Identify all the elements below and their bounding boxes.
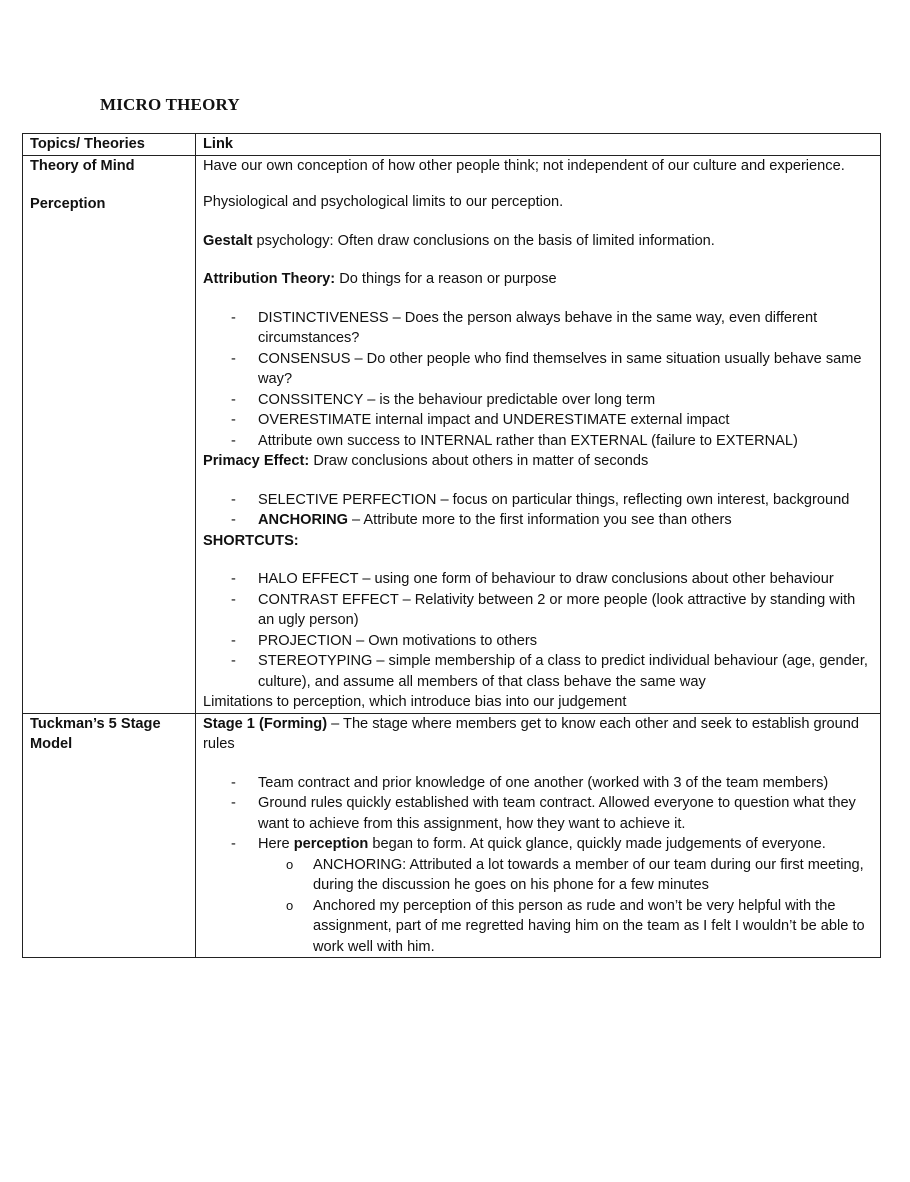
stage-1-label: Stage 1 (Forming) — [203, 715, 328, 732]
shortcuts-label: SHORTCUTS: — [203, 532, 299, 549]
list-item — [258, 510, 873, 531]
sub-list-item: o ANCHORING: Attributed a lot towards a member of our team during our first meeting, during the discussion he goes on his phone for a few minutes — [313, 855, 873, 896]
paragraph-conception: Have our own conception of how other people think; not independent of our culture and experience. — [203, 157, 845, 174]
paragraph-limitations: Limitations to perception, which introduce bias into our judgement — [203, 694, 627, 710]
header-link: Link — [196, 134, 881, 156]
paragraph-gestalt — [203, 231, 873, 252]
link-cell — [196, 155, 881, 713]
paragraph-attribution — [203, 269, 873, 290]
attribution-label: Attribution Theory: — [203, 271, 336, 287]
primacy-list — [203, 490, 873, 531]
list-item: - CONSENSUS – Do other people who find themselves in same situation usually behave same way? — [258, 349, 873, 390]
table-row-tuckman — [23, 713, 881, 958]
item-text: Here — [258, 836, 294, 852]
list-item: - SELECTIVE PERFECTION – focus on particular things, reflecting own interest, background — [258, 490, 873, 511]
gestalt-text: psychology: Often draw conclusions on the basis of limited information. — [252, 232, 715, 249]
topic-tuckman: Tuckman’s 5 Stage Model — [30, 715, 161, 752]
page-title: MICRO THEORY — [100, 95, 240, 114]
topic-perception: Perception — [30, 196, 106, 212]
sub-list — [258, 855, 873, 958]
header-topics: Topics/ Theories — [23, 134, 196, 156]
primacy-label: Primacy Effect: — [203, 453, 310, 469]
list-item: - CONSSITENCY – is the behaviour predictable over long term — [258, 390, 873, 411]
list-item: - Ground rules quickly established with team contract. Allowed everyone to question what they want to achieve from this assignment, how they want to achieve it. — [258, 793, 873, 834]
paragraph-primacy — [203, 451, 873, 472]
paragraph-physiological: Physiological and psychological limits to our perception. — [203, 194, 564, 210]
primacy-text: Draw conclusions about others in matter of seconds — [309, 453, 649, 469]
topic-cell — [23, 713, 196, 958]
stage-1-text: – The stage where members get to know each other and seek to establish ground rules — [203, 715, 859, 752]
list-item: - STEREOTYPING – simple membership of a class to predict individual behaviour (age, gender, culture), and assume all members of that class behave the same way — [258, 651, 873, 692]
list-item: - OVERESTIMATE internal impact and UNDERESTIMATE external impact — [258, 410, 873, 431]
theory-table — [22, 133, 881, 958]
list-item: - DISTINCTIVENESS – Does the person always behave in the same way, even different circumstances? — [258, 308, 873, 349]
table-header-row — [23, 134, 881, 156]
sub-list-item: o Anchored my perception of this person as rude and won’t be very helpful with the assignment, part of me regretted having him on the team as I felt I wouldn’t be able to work well with him. — [313, 896, 873, 958]
list-item — [258, 834, 873, 957]
shortcuts-list — [203, 569, 873, 692]
anchoring-text: – Attribute more to the first information you see than others — [348, 512, 732, 528]
link-cell — [196, 713, 881, 958]
topic-cell — [23, 155, 196, 713]
item-text: began to form. At quick glance, quickly made judgements of everyone. — [368, 836, 826, 852]
list-item: - Team contract and prior knowledge of one another (worked with 3 of the team members) — [258, 773, 873, 794]
anchoring-label: ANCHORING — [258, 512, 348, 528]
list-item: - Attribute own success to INTERNAL rather than EXTERNAL (failure to EXTERNAL) — [258, 431, 873, 452]
shortcuts-heading — [203, 531, 873, 552]
attribution-text: Do things for a reason or purpose — [335, 271, 557, 287]
forming-list — [203, 773, 873, 958]
paragraph-stage-1 — [203, 714, 873, 755]
attribution-list — [203, 308, 873, 452]
perception-label: perception — [293, 836, 369, 852]
list-item: - CONTRAST EFFECT – Relativity between 2 or more people (look attractive by standing with an ugly person) — [258, 590, 873, 631]
gestalt-label: Gestalt — [203, 232, 253, 249]
list-item: - HALO EFFECT – using one form of behaviour to draw conclusions about other behaviour — [258, 569, 873, 590]
topic-theory-of-mind: Theory of Mind — [30, 157, 135, 174]
table-row-perception — [23, 155, 881, 713]
list-item: - PROJECTION – Own motivations to others — [258, 631, 873, 652]
